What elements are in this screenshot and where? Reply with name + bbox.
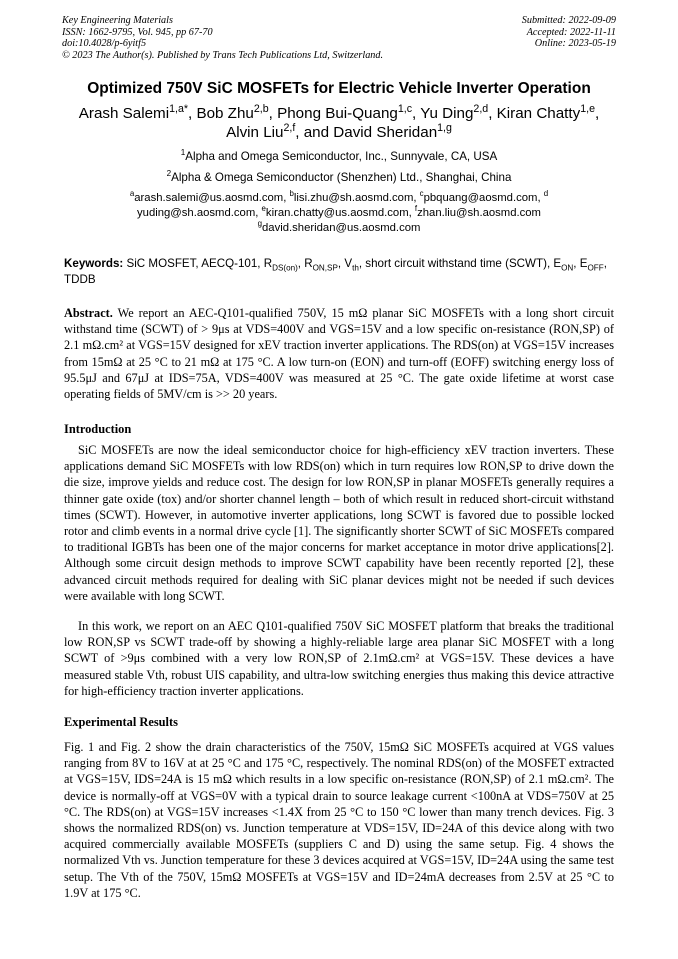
email[interactable]: $^c$pbquang@aosmd.com [419,189,538,204]
experimental-paragraph-1: Fig. 1 and Fig. 2 show the drain characteristics of the 750V, 15mΩ SiC MOSFETs acquired at VGS values ranging from 8V to 16V at at 25 °C and 175 °C, respectively. The nominal RDS(on) of the MOSFET extracted at VGS=15V, IDS=24A is 15 mΩ which results in a low specific on-resistance (RON,SP) of 2.1 mΩ.cm². The device is normally-off at VGS=0V with a typical drain to source leakage current <100nA at VDS=750V at 25 °C. The RDS(on) at VGS=15V increases <1.4X from 25 °C to 150 °C lower than many trench devices. Fig. 3 shows the normalized RDS(on) vs. Junction temperature at VDS=15V, ID=24A of this device along with two acquired commercially available MOSFETs (suppliers C and D) using the same setup. Fig. 4 shows the normalized Vth vs. Junction temperature for these 3 devices acquired at VGS=15V, ID=24A using the same test setup. The Vth of the 750V, 15mΩ MOSFETs at VGS=15V and ID=24mA decreases from 2.5V at 25 °C to 1.9V at 175 °C. [64,740,614,900]
author: Yu Ding$^{2,d}$, [420,102,497,122]
abstract [64,305,614,402]
email[interactable]: $^g$david.sheridan@us.aosmd.com [257,219,421,234]
email-list: $^a$arash.salemi@us.aosmd.com, $^b$lisi.zhu@sh.aosmd.com, $^c$pbquang@aosmd.com, $^d$ yuding@sh.aosmd.com, $^e$kiran.chatty@us.aosmd.com, $^f$zhan.liu@sh.aosmd.com $^g$david.sheridan@us.aosmd.com [129,189,549,234]
doi: doi:10.4028/p-6yitf5 [62,38,147,50]
author: Kiran Chatty$^{1,e}$, [496,102,600,122]
affiliation-2: $^2$Alpha & Omega Semiconductor (Shenzhen) Ltd., Shanghai, China [166,169,512,184]
author: Arash Salemi$^{1,a*}$, [78,102,197,122]
introduction-paragraph-1: SiC MOSFETs are now the ideal semiconductor choice for high-efficiency xEV traction inverters. These applications demand SiC MOSFETs with low RDS(on) which in turn requires low RON,SP to drive down the die size, improve yields and reduce cost. The design for low RON,SP in planar MOSFETs generally requires a thinner gate oxide (tox) and/or shorter channel length – both of which result in reduced short-circuit withstand times (SCWT). However, in automotive inverter applications, long SCWT is favored due to possible locked rotor and climb events in a normal drive cycle [1]. The significantly shorter SCWT of SiC MOSFETs compared to traditional IGBTs has been one of the major concerns for market acceptance in motor drive applications[2]. Although some circuit design methods to improve SCWT capability have been recently reported [2], these advanced circuit methods required for dealing with SiC planar devices might not be needed if such devices were available with long SCWT. [64,443,614,603]
abstract-text: We report an AEC-Q101-qualified 750V, 15 mΩ planar SiC MOSFETs with a long short circuit withstand time (SCWT) of > 9μs at VDS=400V and VGS=15V and a low specific on-resistance (RON,SP) of 2.1 mΩ.cm² at VGS=15V designed for xEV traction inverter applications. The RDS(on) at VGS=15V increases from 15mΩ at 25 °C to 21 mΩ at 175 °C. A low turn-on (EON) and turn-off (EOFF) switching energy loss of 95.5μJ and 67μJ at IDS=75A, VDS=400V was measured at 25 °C. The gate oxide lifetime at worst case operating fields of 5MV/cm is >> 20 years. [64,306,614,402]
affiliation-1: $^1$Alpha and Omega Semiconductor, Inc., Sunnyvale, CA, USA [180,148,498,163]
date-online: Online: 2023-05-19 [534,38,616,50]
email[interactable]: $^a$arash.salemi@us.aosmd.com [129,189,284,204]
journal-name: Key Engineering Materials [62,15,173,26]
journal-header [62,15,383,61]
author: Alvin Liu$^{2,f}$, and [226,121,334,141]
keywords-label: Keywords: [64,257,124,270]
author: David Sheridan$^{1,g}$ [333,121,452,141]
email[interactable]: yuding@sh.aosmd.com [137,207,256,219]
keywords: Keywords: SiC MOSFET, AECQ-101, $R_{DS(on)}$, $R_{ON,SP}$, $V_{th}$, short circuit withstand time (SCWT), $E_{ON}$, $E_{OFF}$, TDDB [64,257,607,286]
copyright: © 2023 The Author(s). Published by Trans Tech Publications Ltd, Switzerland. [62,49,384,61]
author: Phong Bui-Quang$^{1,c}$, [277,102,421,122]
dates-header [522,15,616,50]
paper-title: Optimized 750V SiC MOSFETs for Electric Vehicle Inverter Operation [87,80,591,97]
section-heading-experimental-results: Experimental Results [64,715,178,729]
email[interactable]: $^e$kiran.chatty@us.aosmd.com [261,204,409,219]
author-list [50,104,628,142]
abstract-label: Abstract. [64,306,113,320]
email[interactable]: $^f$zhan.liu@sh.aosmd.com [414,204,541,219]
date-submitted: Submitted: 2022-09-09 [521,15,616,26]
email[interactable]: $^b$lisi.zhu@sh.aosmd.com [289,189,414,204]
section-heading-introduction: Introduction [64,422,132,436]
author: Bob Zhu$^{2,b}$, [196,102,278,122]
date-accepted: Accepted: 2022-11-11 [526,26,616,38]
journal-issn: ISSN: 1662-9795, Vol. 945, pp 67-70 [62,26,213,38]
introduction-paragraph-2: In this work, we report on an AEC Q101-qualified 750V SiC MOSFET platform that breaks the traditional low RON,SP vs SCWT trade-off by showing a highly-reliable large area planar SiC MOSFET with a long SCWT of >9μs combined with a very low RON,SP of 2.1mΩ.cm² at VGS=15V. These devices a have measured stable Vth, robust UIS capability, and ultra-low switching energies thus making this device attractive for high-efficiency traction inverter applications. [64,619,614,698]
